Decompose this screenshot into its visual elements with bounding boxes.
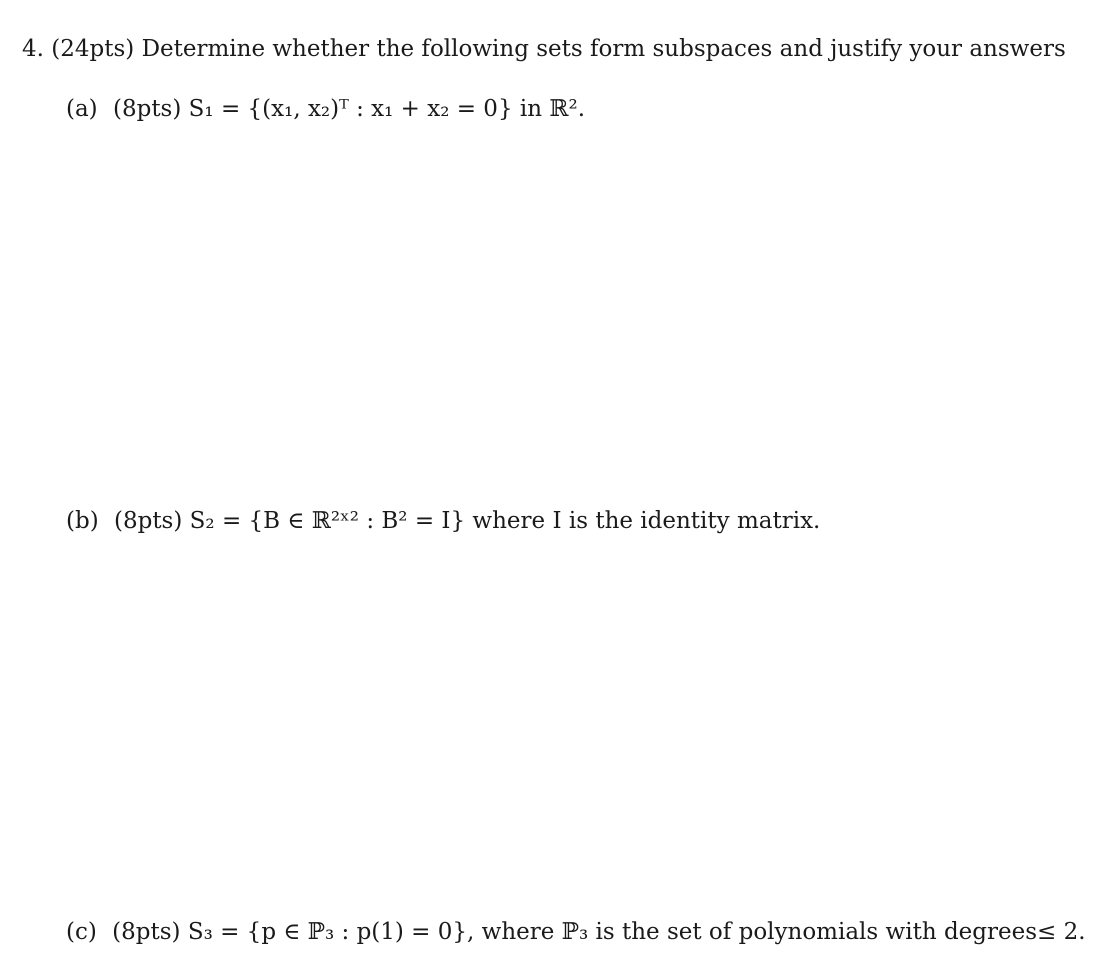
question-points: (24pts)	[51, 36, 135, 62]
part-c	[66, 917, 1086, 947]
part-b	[66, 506, 820, 536]
question-text: Determine whether the following sets form subspaces and justify your answers	[141, 36, 1066, 62]
part-a-statement: S₁ = {(x₁, x₂)ᵀ : x₁ + x₂ = 0} in ℝ².	[188, 96, 586, 122]
part-a-points: (8pts)	[112, 96, 182, 122]
part-b-label: (b)	[66, 508, 99, 534]
part-c-label: (c)	[66, 919, 97, 945]
part-c-points: (8pts)	[112, 919, 181, 945]
part-c-statement: S₃ = {p ∈ ℙ₃ : p(1) = 0}, where ℙ₃ is the set of polynomials with degrees≤ 2.	[187, 919, 1086, 945]
part-b-statement: S₂ = {B ∈ ℝ²ˣ² : B² = I} where I is the identity matrix.	[189, 508, 821, 534]
part-a	[66, 94, 585, 124]
part-a-label: (a)	[66, 96, 98, 122]
question-heading	[22, 34, 1066, 64]
part-b-points: (8pts)	[113, 508, 183, 534]
question-number: 4.	[22, 36, 44, 62]
